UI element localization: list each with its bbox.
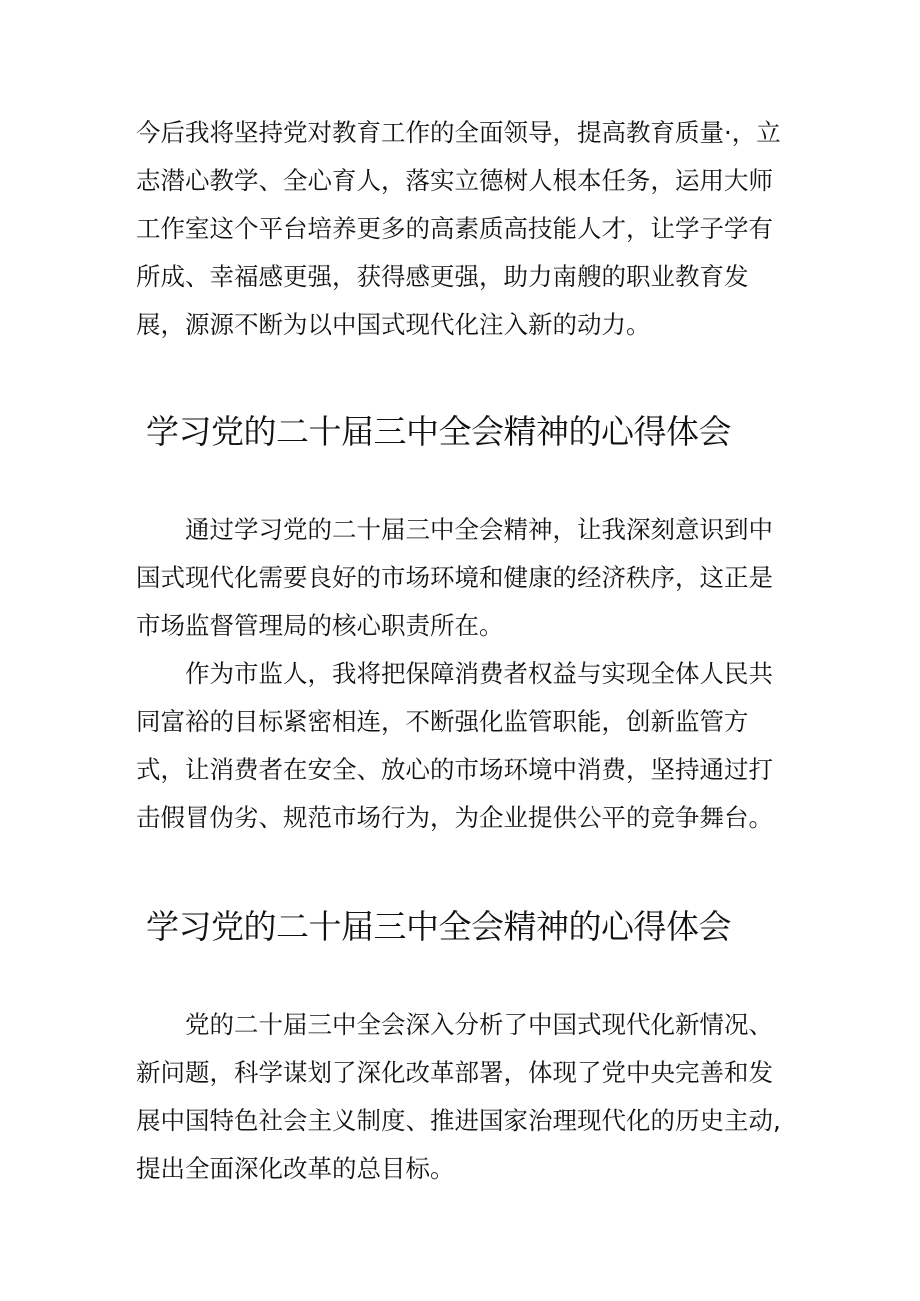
intro-paragraph: 今后我将坚持党对教育工作的全面领导，提高教育质量·，立志潜心教学、全心育人，落实立德树人根本任务，运用大师工作室这个平台培养更多的高素质高技能人才，让学子学有所成、幸福感更强，获得感更强，助力南艘的职业教育发展，源源不断为以中国式现代化注入新的动力。: [136, 118, 781, 339]
section-2-paragraph-1: 党的二十届三中全会深入分析了中国式现代化新情况、新问题，科学谋划了深化改革部署，体现了党中央完善和发展中国特色社会主义制度、推进国家治理现代化的历史主动,提出全面深化改革的总目标。: [136, 1010, 781, 1183]
section-heading-2: 学习党的二十届三中全会精神的心得体会: [146, 907, 731, 946]
section-1-paragraph-1: 通过学习党的二十届三中全会精神，让我深刻意识到中国式现代化需要良好的市场环境和健康的经济秩序，这正是市场监督管理局的核心职责所在。: [136, 515, 773, 640]
section-heading-1: 学习党的二十届三中全会精神的心得体会: [146, 412, 731, 451]
section-1-paragraph-2: 作为市监人，我将把保障消费者权益与实现全体人民共同富裕的目标紧密相连，不断强化监管职能，创新监管方式，让消费者在安全、放心的市场环境中消费，坚持通过打击假冒伪劣、规范市场行为，为企业提供公平的竞争舞台。: [136, 659, 773, 832]
